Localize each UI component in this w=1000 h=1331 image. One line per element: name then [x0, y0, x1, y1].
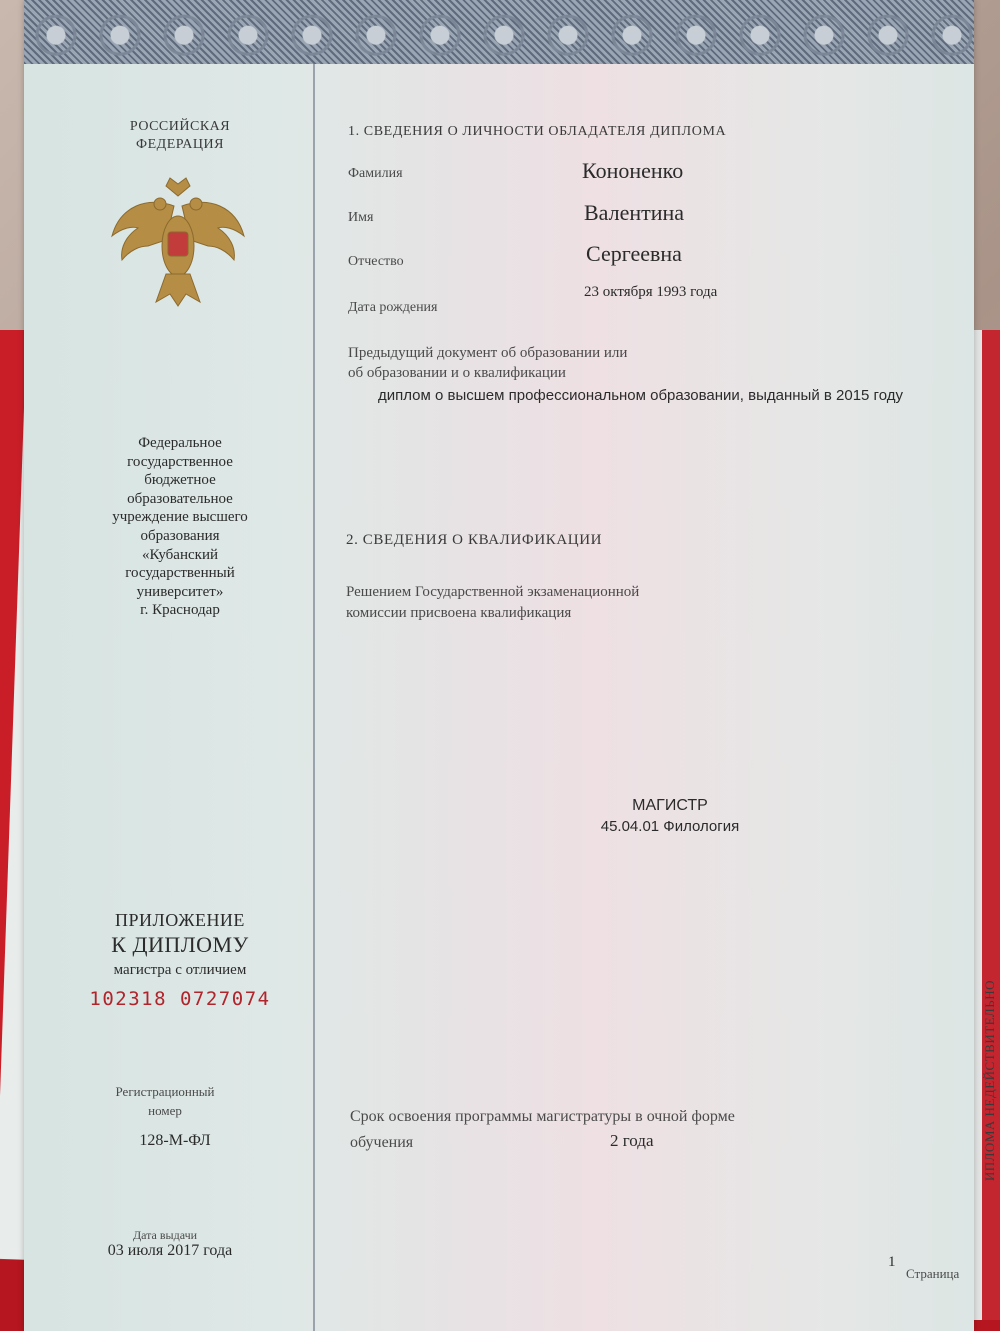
document-subtitle: магистра с отличием: [113, 962, 247, 978]
decision-line2: комиссии присвоена квалификация: [346, 605, 572, 621]
institution-line: Федеральное: [138, 435, 222, 451]
section1-title: 1. СВЕДЕНИЯ О ЛИЧНОСТИ ОБЛАДАТЕЛЯ ДИПЛОМА: [348, 124, 727, 139]
page-number: 1: [888, 1254, 896, 1270]
margin-vertical-text: ИПЛОМА НЕДЕЙСТВИТЕЛЬНО: [982, 980, 997, 1182]
patronymic-label: Отчество: [348, 254, 404, 269]
patronymic-value: Сергеевна: [586, 241, 682, 266]
name-value: Валентина: [584, 200, 685, 225]
institution-line: учреждение высшего: [112, 509, 248, 526]
study-duration-label-line2: обучения: [350, 1134, 414, 1151]
institution-line: бюджетное: [144, 472, 216, 489]
page-label: Страница: [906, 1266, 960, 1281]
surname-label: Фамилия: [348, 166, 403, 181]
issue-date-label: Дата выдачи: [132, 1228, 198, 1242]
institution-line: образовательное: [127, 490, 233, 507]
registration-number: 128-М-ФЛ: [139, 1132, 211, 1149]
surname-value: Кононенко: [582, 158, 684, 183]
institution-line: «Кубанский: [142, 546, 218, 563]
previous-document-value: диплом о высшем профессиональном образовании, выданный в 2015 году: [378, 387, 903, 404]
institution-line: образования: [140, 527, 220, 544]
institution-line: государственный: [125, 565, 235, 582]
decision-line1: Решением Государственной экзаменационной: [346, 584, 640, 600]
section2-title: 2. СВЕДЕНИЯ О КВАЛИФИКАЦИИ: [346, 532, 603, 548]
country-heading: РОССИЙСКАЯ ФЕДЕРАЦИЯ: [129, 119, 231, 152]
institution-name: [90, 434, 270, 620]
serial-number: 102318 0727074: [89, 988, 271, 1010]
previous-document-label-line2: об образовании и о квалификации: [348, 365, 566, 381]
institution-line: университет»: [136, 583, 224, 600]
institution-line: государственное: [127, 453, 233, 470]
dob-label: Дата рождения: [348, 300, 438, 315]
guilloche-border: [24, 0, 974, 64]
registration-label: Регистрационный номер: [115, 1084, 215, 1118]
study-duration-label-line1: Срок освоения программы магистратуры в очной форме: [350, 1108, 735, 1125]
study-duration-value: 2 года: [610, 1131, 654, 1150]
dob-value: 23 октября 1993 года: [584, 284, 718, 300]
column-divider: [313, 64, 315, 1331]
qualification-value: МАГИСТР: [632, 797, 708, 814]
document-title-line2: К ДИПЛОМУ: [111, 932, 249, 957]
previous-document-label-line1: Предыдущий документ об образовании или: [348, 345, 628, 361]
document-title-line1: ПРИЛОЖЕНИЕ: [115, 910, 245, 930]
name-label: Имя: [348, 210, 374, 225]
institution-line: г. Краснодар: [140, 602, 220, 619]
specialty-value: 45.04.01 Филология: [600, 818, 740, 835]
russian-coat-of-arms-icon: [108, 176, 248, 308]
issue-date: 03 июля 2017 года: [107, 1242, 233, 1259]
